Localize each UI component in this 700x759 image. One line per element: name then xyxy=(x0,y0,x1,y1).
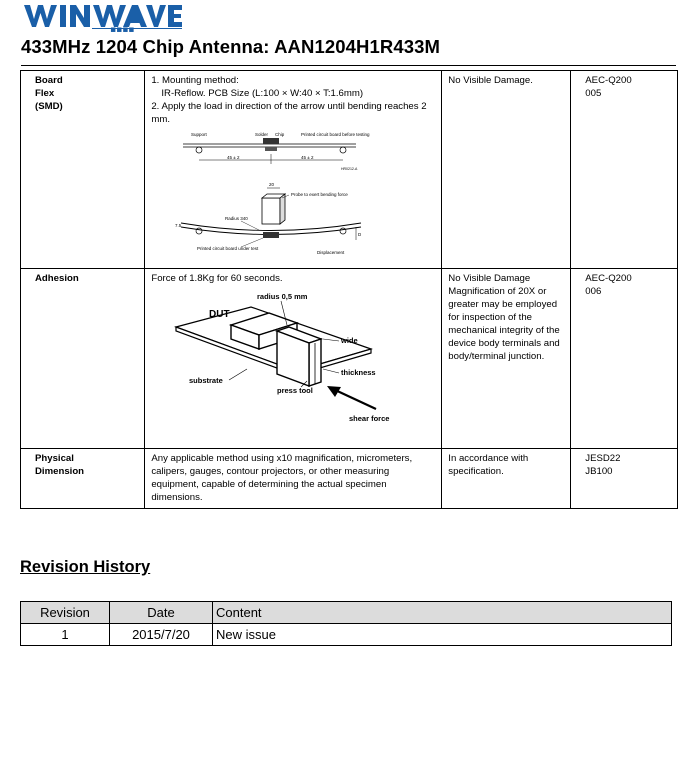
table-header-row xyxy=(21,602,672,624)
label-radius: Radius 340 xyxy=(225,216,249,221)
revision-table xyxy=(20,601,672,646)
test-item-line: Flex xyxy=(35,88,55,99)
label-substrate: substrate xyxy=(189,376,224,385)
spec-cell xyxy=(571,449,678,509)
test-item-line: Dimension xyxy=(35,466,85,477)
company-logo xyxy=(22,3,182,33)
procedure-step-detail: IR-Reflow. PCB Size (L:100 × W:40 × T:1.6mm) xyxy=(161,88,364,99)
column-header: Content xyxy=(213,602,672,624)
spec-line: 005 xyxy=(585,88,602,99)
table-row xyxy=(21,624,672,646)
spec-line: JESD22 xyxy=(585,453,621,464)
board-flex-diagram xyxy=(151,128,371,263)
requirement-cell: No Visible Damage Magnification of 20X or greater may be employed for inspection of the mechanical integrity of the device body terminals and body/terminal junction. xyxy=(442,269,571,449)
label-left-dim: 7.5 xyxy=(175,223,182,228)
procedure-cell xyxy=(145,269,442,449)
label-radius: radius 0,5 mm xyxy=(257,292,308,301)
test-item-cell xyxy=(21,449,145,509)
label-wide: wide xyxy=(341,336,359,345)
test-item-cell xyxy=(21,269,145,449)
revision-content: New issue xyxy=(213,624,672,646)
test-item-line: Physical xyxy=(35,453,74,464)
procedure-step: 1. Mounting method: xyxy=(151,75,239,86)
column-header: Date xyxy=(110,602,213,624)
label-pcb-before: Printed circuit board before testing xyxy=(301,132,370,137)
label-displacement: Displacement xyxy=(317,250,345,255)
requirement-cell: No Visible Damage. xyxy=(442,71,571,269)
label-dim-right: 45 ± 2 xyxy=(301,155,314,160)
page-title: 433MHz 1204 Chip Antenna: AAN1204H1R433M xyxy=(21,36,441,57)
spec-cell xyxy=(571,269,678,449)
label-dim-top: 20 xyxy=(269,182,275,187)
test-item-cell xyxy=(21,71,145,269)
test-table xyxy=(20,70,678,509)
column-header: Revision xyxy=(21,602,110,624)
procedure-cell: Any applicable method using x10 magnification, micrometers, calipers, gauges, contour projectors, or other measuring equipment, capable of determining the actual specimen dimensions. xyxy=(145,449,442,509)
test-item-line: Board xyxy=(35,75,63,86)
label-shear-force: shear force xyxy=(349,414,390,423)
spec-line: AEC-Q200 xyxy=(585,273,632,284)
spec-line: 006 xyxy=(585,286,602,297)
label-solder: Solder xyxy=(255,132,269,137)
table-row xyxy=(21,71,678,269)
revision-date: 2015/7/20 xyxy=(110,624,213,646)
revision-number: 1 xyxy=(21,624,110,646)
label-figure-code: HR0212-A xyxy=(341,167,358,171)
label-probe: Probe to exert bending force xyxy=(291,192,349,197)
procedure-cell xyxy=(145,71,442,269)
label-right-dim: D xyxy=(358,232,362,237)
title-divider xyxy=(21,65,676,66)
table-row xyxy=(21,449,678,509)
label-dut: DUT xyxy=(209,309,230,320)
procedure-step: 2. Apply the load in direction of the arrow until bending reaches 2 mm. xyxy=(151,101,427,125)
label-thickness: thickness xyxy=(341,368,376,377)
label-dim-left: 45 ± 2 xyxy=(227,155,240,160)
adhesion-diagram xyxy=(151,287,411,427)
label-chip: Chip xyxy=(275,132,285,137)
test-item-line: (SMD) xyxy=(35,101,63,112)
label-press-tool: press tool xyxy=(277,386,314,395)
procedure-text: Force of 1.8Kg for 60 seconds. xyxy=(151,273,283,284)
spec-line: AEC-Q200 xyxy=(585,75,632,86)
test-item-line: Adhesion xyxy=(35,273,79,284)
logo-subtitle-mark: ▪▪▪▪ xyxy=(110,25,135,33)
spec-line: JB100 xyxy=(585,466,613,477)
requirement-cell: In accordance with specification. xyxy=(442,449,571,509)
label-pcb-under: Printed circuit board under test xyxy=(197,246,259,251)
label-support: Support xyxy=(191,132,208,137)
revision-history-title: Revision History xyxy=(20,558,151,576)
spec-cell xyxy=(571,71,678,269)
table-row xyxy=(21,269,678,449)
